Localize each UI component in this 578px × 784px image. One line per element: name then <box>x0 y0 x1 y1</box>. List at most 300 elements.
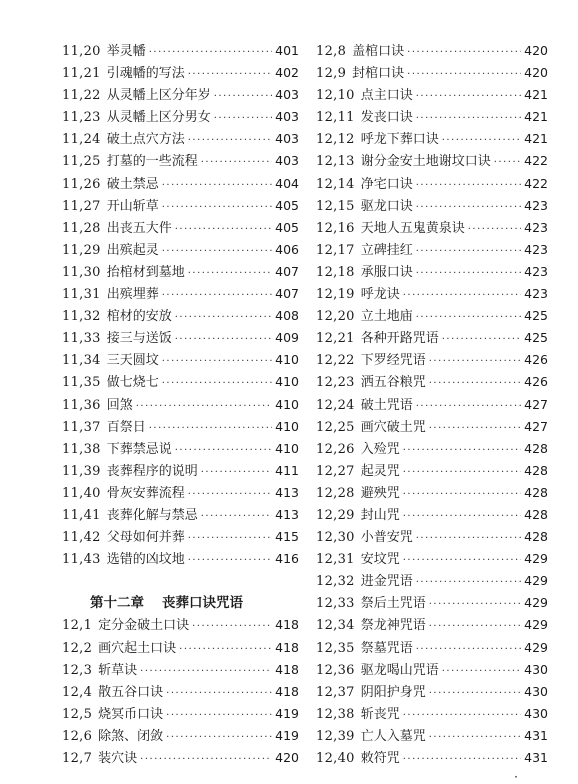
toc-entry[interactable] <box>316 173 548 195</box>
entry-number: 11,23 <box>62 110 101 126</box>
entry-page-number: 430 <box>524 661 548 677</box>
entry-number: 11,43 <box>62 552 101 568</box>
toc-entry[interactable] <box>62 482 299 504</box>
entry-page-number: 425 <box>524 330 548 346</box>
entry-number: 12,27 <box>316 463 355 479</box>
chapter-title: 丧葬口诀咒语 <box>162 595 243 612</box>
toc-entry[interactable] <box>316 570 548 592</box>
entry-page-number: 427 <box>524 418 548 434</box>
entry-title: 三天圆坟 <box>106 353 159 369</box>
entry-title: 抬棺材到墓地 <box>106 264 185 280</box>
entry-number: 11,37 <box>62 419 101 435</box>
entry-title: 点主口诀 <box>360 88 413 104</box>
dot-leader <box>429 727 521 749</box>
dot-leader <box>166 705 272 727</box>
toc-left-column <box>62 40 299 769</box>
entry-title: 从灵幡上区分男女 <box>106 110 211 126</box>
dot-leader <box>162 197 272 219</box>
entry-title: 回煞 <box>106 397 133 413</box>
toc-entry[interactable] <box>316 128 548 150</box>
chapter-label: 第十二章 <box>90 595 144 612</box>
entry-number: 11,36 <box>62 397 101 413</box>
entry-number: 12,20 <box>316 309 355 325</box>
entry-number: 11,39 <box>62 463 101 479</box>
entry-page-number: 423 <box>524 219 548 235</box>
entry-number: 11,21 <box>62 66 101 82</box>
toc-entry[interactable] <box>62 504 299 526</box>
entry-number: 12,15 <box>316 198 355 214</box>
entry-number: 12,18 <box>316 264 355 280</box>
dot-leader <box>416 241 521 263</box>
entry-page-number: 407 <box>275 286 299 302</box>
entry-title: 洒五谷粮咒 <box>360 375 426 391</box>
toc-entry[interactable] <box>316 725 548 747</box>
dot-leader <box>429 594 521 616</box>
dot-leader <box>403 484 521 506</box>
entry-page-number: 420 <box>524 65 548 81</box>
dot-leader <box>416 307 521 329</box>
toc-entry[interactable] <box>62 548 299 570</box>
toc-entry[interactable] <box>316 460 548 482</box>
entry-number: 12,11 <box>316 110 355 126</box>
dot-leader <box>175 307 272 329</box>
entry-number: 12,19 <box>316 287 355 303</box>
entry-number: 11,40 <box>62 485 101 501</box>
toc-entry[interactable] <box>62 681 299 703</box>
entry-number: 11,31 <box>62 287 101 303</box>
entry-title: 破土咒语 <box>360 397 413 413</box>
entry-page-number: 402 <box>275 65 299 81</box>
entry-number: 12,3 <box>62 662 93 678</box>
entry-number: 12,5 <box>62 706 93 722</box>
entry-title: 开山斩草 <box>106 198 159 214</box>
entry-number: 11,33 <box>62 331 101 347</box>
entry-page-number: 410 <box>275 374 299 390</box>
toc-entry[interactable] <box>62 438 299 460</box>
dot-leader <box>162 175 272 197</box>
toc-entry[interactable] <box>316 239 548 261</box>
dot-leader <box>429 373 521 395</box>
entry-number: 11,32 <box>62 309 101 325</box>
entry-page-number: 415 <box>275 529 299 545</box>
entry-page-number: 421 <box>524 87 548 103</box>
entry-title: 下罗经咒语 <box>360 353 426 369</box>
entry-page-number: 405 <box>275 219 299 235</box>
entry-page-number: 422 <box>524 175 548 191</box>
entry-number: 12,13 <box>316 154 355 170</box>
entry-title: 烧冥币口诀 <box>98 706 164 722</box>
dot-leader <box>149 418 272 440</box>
dot-leader <box>162 351 272 373</box>
toc-entry[interactable] <box>316 614 548 636</box>
entry-title: 丧葬程序的说明 <box>106 463 198 479</box>
entry-page-number: 410 <box>275 352 299 368</box>
entry-title: 立土地庙 <box>360 309 413 325</box>
dot-leader <box>494 152 521 174</box>
toc-entry[interactable] <box>62 217 299 239</box>
dot-leader <box>201 462 272 484</box>
entry-page-number: 419 <box>275 727 299 743</box>
dot-leader <box>140 661 272 683</box>
entry-number: 12,14 <box>316 176 355 192</box>
entry-page-number: 429 <box>524 551 548 567</box>
toc-entries-chapter-11 <box>62 40 299 570</box>
entry-title: 画穴起土口诀 <box>98 640 177 656</box>
entry-number: 12,10 <box>316 88 355 104</box>
entry-page-number: 428 <box>524 484 548 500</box>
dot-leader <box>136 396 272 418</box>
entry-title: 驱龙口诀 <box>360 198 413 214</box>
entry-title: 天地人五鬼黄泉诀 <box>360 220 465 236</box>
dot-leader <box>166 683 272 705</box>
toc-entry[interactable] <box>62 305 299 327</box>
entry-page-number: 420 <box>524 43 548 58</box>
entry-page-number: 410 <box>275 418 299 434</box>
dot-leader <box>188 550 272 572</box>
toc-entry[interactable] <box>316 659 548 681</box>
entry-number: 11,34 <box>62 353 101 369</box>
dot-leader <box>403 550 521 572</box>
entry-page-number: 406 <box>275 241 299 257</box>
toc-entry[interactable] <box>316 217 548 239</box>
entry-title: 小普安咒 <box>360 530 413 546</box>
entry-number: 12,31 <box>316 552 355 568</box>
entry-title: 丧葬化解与禁忌 <box>106 507 198 523</box>
entry-page-number: 413 <box>275 484 299 500</box>
entry-page-number: 403 <box>275 131 299 147</box>
toc-entry[interactable] <box>62 195 299 217</box>
entry-number: 11,26 <box>62 176 101 192</box>
entry-number: 11,38 <box>62 441 101 457</box>
dot-leader <box>403 705 521 727</box>
toc-entry[interactable] <box>62 128 299 150</box>
toc-entry[interactable] <box>62 526 299 548</box>
entry-title: 盖棺口诀 <box>352 44 405 59</box>
toc-entry[interactable] <box>316 637 548 659</box>
entry-title: 进金咒语 <box>360 574 413 590</box>
entry-page-number: 404 <box>275 175 299 191</box>
entry-title: 封山咒 <box>360 507 400 523</box>
entry-number: 12,21 <box>316 331 355 347</box>
entry-page-number: 430 <box>524 683 548 699</box>
dot-leader <box>429 616 521 638</box>
toc-entry[interactable] <box>316 150 548 172</box>
dot-leader <box>149 42 272 64</box>
entry-number: 12,17 <box>316 242 355 258</box>
toc-entry[interactable] <box>62 725 299 747</box>
dot-leader <box>416 396 521 418</box>
entry-page-number: 418 <box>275 683 299 699</box>
entry-title: 做七烧七 <box>106 375 159 391</box>
dot-leader <box>403 749 521 771</box>
entry-number: 12,7 <box>62 751 93 766</box>
entry-page-number: 418 <box>275 661 299 677</box>
toc-entry[interactable] <box>62 659 299 681</box>
entry-number: 11,41 <box>62 507 101 523</box>
entry-page-number: 423 <box>524 197 548 213</box>
toc-right-column <box>316 40 548 769</box>
entry-number: 11,28 <box>62 220 101 236</box>
dot-leader <box>403 440 521 462</box>
entry-number: 12,34 <box>316 618 355 634</box>
entry-title: 出殡埋葬 <box>106 287 159 303</box>
entry-page-number: 411 <box>275 462 299 478</box>
entry-page-number: 403 <box>275 109 299 125</box>
entry-title: 入殓咒 <box>360 441 400 457</box>
dot-leader <box>166 727 272 749</box>
entry-title: 散五谷口诀 <box>98 684 164 700</box>
toc-entry[interactable] <box>316 283 548 305</box>
dot-leader <box>188 484 272 506</box>
entry-number: 11,24 <box>62 132 101 148</box>
entry-title: 举灵幡 <box>106 44 146 59</box>
entry-title: 避殃咒 <box>360 485 400 501</box>
entry-page-number: 426 <box>524 374 548 390</box>
entry-title: 定分金破土口诀 <box>98 618 190 634</box>
entry-number: 11,25 <box>62 154 101 170</box>
entry-page-number: 418 <box>275 617 299 633</box>
toc-entry[interactable] <box>316 703 548 725</box>
entry-number: 12,37 <box>316 684 355 700</box>
entry-title: 敕符咒 <box>360 751 400 766</box>
dot-leader <box>416 572 521 594</box>
entry-title: 斩草诀 <box>98 662 138 678</box>
dot-leader <box>442 661 521 683</box>
entry-number: 11,35 <box>62 375 101 391</box>
toc-entry[interactable] <box>316 592 548 614</box>
entry-number: 11,42 <box>62 530 101 546</box>
entry-number: 12,25 <box>316 419 355 435</box>
entry-page-number: 409 <box>275 330 299 346</box>
entry-page-number: 420 <box>275 750 299 765</box>
toc-entry[interactable] <box>316 504 548 526</box>
dot-leader <box>179 639 272 661</box>
entry-number: 11,27 <box>62 198 101 214</box>
entry-number: 12,26 <box>316 441 355 457</box>
toc-entry[interactable] <box>62 371 299 393</box>
toc-entry[interactable] <box>316 438 548 460</box>
entry-title: 呼龙诀 <box>360 287 400 303</box>
dot-leader <box>188 130 272 152</box>
entry-number: 12,22 <box>316 353 355 369</box>
entry-title: 立碑挂红 <box>360 242 413 258</box>
entry-page-number: 429 <box>524 573 548 589</box>
entry-number: 12,33 <box>316 596 355 612</box>
dot-leader <box>429 351 521 373</box>
entry-page-number: 431 <box>524 750 548 765</box>
toc-entry[interactable] <box>62 62 299 84</box>
entry-page-number: 422 <box>524 153 548 169</box>
entry-title: 亡人入墓咒 <box>360 728 426 744</box>
entry-number: 12,40 <box>316 751 355 766</box>
entry-page-number: 407 <box>275 263 299 279</box>
toc-entry[interactable] <box>316 371 548 393</box>
toc-entry[interactable] <box>62 416 299 438</box>
entry-page-number: 428 <box>524 529 548 545</box>
entry-title: 斩丧咒 <box>360 706 400 722</box>
dot-leader <box>175 440 272 462</box>
dot-leader <box>175 329 272 351</box>
toc-entry[interactable] <box>62 239 299 261</box>
entry-page-number: 427 <box>524 396 548 412</box>
dot-leader <box>442 130 521 152</box>
toc-entry[interactable] <box>316 261 548 283</box>
toc-entry[interactable] <box>316 40 548 62</box>
entry-title: 棺材的安放 <box>106 309 172 325</box>
entry-page-number: 403 <box>275 153 299 169</box>
toc-entry[interactable] <box>62 106 299 128</box>
chapter-heading[interactable] <box>62 592 299 614</box>
toc-entry[interactable] <box>62 40 299 62</box>
toc-entries-chapter-12 <box>62 614 299 769</box>
entry-number: 12,16 <box>316 220 355 236</box>
entry-page-number: 405 <box>275 197 299 213</box>
dot-leader <box>416 528 521 550</box>
entry-title: 呼龙下葬口诀 <box>360 132 439 148</box>
entry-page-number: 403 <box>275 87 299 103</box>
toc-entry[interactable] <box>316 526 548 548</box>
entry-page-number: 401 <box>275 43 299 58</box>
toc-entry[interactable] <box>62 637 299 659</box>
entry-title: 各种开路咒语 <box>360 331 439 347</box>
entry-title: 下葬禁忌说 <box>106 441 172 457</box>
entry-number: 11,20 <box>62 44 101 59</box>
entry-page-number: 425 <box>524 308 548 324</box>
entry-page-number: 423 <box>524 241 548 257</box>
entry-number: 11,29 <box>62 242 101 258</box>
dot-leader <box>188 528 272 550</box>
entry-number: 12,12 <box>316 132 355 148</box>
toc-entry[interactable] <box>62 261 299 283</box>
entry-page-number: 428 <box>524 506 548 522</box>
toc-entry[interactable] <box>316 305 548 327</box>
entry-title: 接三与送饭 <box>106 331 172 347</box>
entry-title: 选错的凶坟地 <box>106 552 185 568</box>
entry-number: 12,1 <box>62 618 93 634</box>
entry-title: 安坟咒 <box>360 552 400 568</box>
toc-entry[interactable] <box>62 283 299 305</box>
toc-entry[interactable] <box>316 747 548 769</box>
toc-entry[interactable] <box>316 106 548 128</box>
toc-entry[interactable] <box>316 327 548 349</box>
entry-number: 11,30 <box>62 264 101 280</box>
toc-entry[interactable] <box>62 349 299 371</box>
entry-page-number: 428 <box>524 440 548 456</box>
entry-number: 12,2 <box>62 640 93 656</box>
entry-page-number: 419 <box>275 705 299 721</box>
entry-number: 12,29 <box>316 507 355 523</box>
dot-leader <box>407 64 521 86</box>
entry-number: 12,9 <box>316 66 347 82</box>
entry-page-number: 418 <box>275 639 299 655</box>
toc-entry[interactable] <box>316 62 548 84</box>
dot-leader <box>416 263 521 285</box>
dot-leader <box>403 462 521 484</box>
dot-leader <box>442 329 521 351</box>
entry-title: 破土点穴方法 <box>106 132 185 148</box>
entry-title: 祭后土咒语 <box>360 596 426 612</box>
entry-page-number: 416 <box>275 551 299 567</box>
toc-entry[interactable] <box>316 548 548 570</box>
toc-entry[interactable] <box>62 84 299 106</box>
dot-leader <box>201 506 272 528</box>
toc-entry[interactable] <box>316 195 548 217</box>
toc-entry[interactable] <box>316 394 548 416</box>
entry-page-number: 431 <box>524 727 548 743</box>
entry-number: 12,32 <box>316 574 355 590</box>
dot-leader <box>468 219 521 241</box>
toc-entry[interactable] <box>62 150 299 172</box>
toc-entry[interactable] <box>62 460 299 482</box>
entry-title: 父母如何并葬 <box>106 530 185 546</box>
dot-leader <box>192 616 272 638</box>
toc-entry[interactable] <box>62 327 299 349</box>
dot-leader <box>416 639 521 661</box>
entry-title: 起灵咒 <box>360 463 400 479</box>
entry-title: 画穴破土咒 <box>360 419 426 435</box>
entry-page-number: 410 <box>275 440 299 456</box>
entry-title: 出殡起灵 <box>106 242 159 258</box>
entry-page-number: 428 <box>524 462 548 478</box>
dot-leader <box>201 152 272 174</box>
entry-page-number: 421 <box>524 131 548 147</box>
entry-number: 12,39 <box>316 728 355 744</box>
toc-entry[interactable] <box>316 482 548 504</box>
entry-number: 12,6 <box>62 728 93 744</box>
toc-entry[interactable] <box>62 703 299 725</box>
dot-leader <box>416 175 521 197</box>
entry-number: 12,24 <box>316 397 355 413</box>
entry-number: 12,8 <box>316 44 347 59</box>
entry-page-number: 429 <box>524 639 548 655</box>
entry-number: 12,38 <box>316 706 355 722</box>
dot-leader <box>416 197 521 219</box>
entry-page-number: 423 <box>524 286 548 302</box>
toc-entry[interactable] <box>62 394 299 416</box>
entry-page-number: 426 <box>524 352 548 368</box>
entry-title: 承服口诀 <box>360 264 413 280</box>
dot-leader <box>429 418 521 440</box>
entry-page-number: 423 <box>524 263 548 279</box>
entry-title: 驱龙喝山咒语 <box>360 662 439 678</box>
toc-entry[interactable] <box>316 84 548 106</box>
dot-leader <box>162 373 272 395</box>
toc-entry[interactable] <box>316 416 548 438</box>
toc-entry[interactable] <box>62 173 299 195</box>
toc-entry[interactable] <box>62 614 299 636</box>
entry-title: 阴阳护身咒 <box>360 684 426 700</box>
entry-number: 12,36 <box>316 662 355 678</box>
entry-page-number: 421 <box>524 109 548 125</box>
entry-title: 祭龙神咒语 <box>360 618 426 634</box>
entry-title: 从灵幡上区分年岁 <box>106 88 211 104</box>
toc-entries-chapter-12-cont <box>316 40 548 769</box>
entry-page-number: 408 <box>275 308 299 324</box>
entry-number: 12,30 <box>316 530 355 546</box>
toc-entry[interactable] <box>62 747 299 769</box>
entry-number: 12,35 <box>316 640 355 656</box>
entry-page-number: 430 <box>524 705 548 721</box>
dot-leader <box>162 285 272 307</box>
dot-leader <box>429 683 521 705</box>
entry-number: 12,28 <box>316 485 355 501</box>
toc-entry[interactable] <box>316 681 548 703</box>
corner-mark: · <box>514 770 518 784</box>
dot-leader <box>140 749 272 771</box>
dot-leader <box>162 241 272 263</box>
toc-entry[interactable] <box>316 349 548 371</box>
dot-leader <box>407 42 521 64</box>
